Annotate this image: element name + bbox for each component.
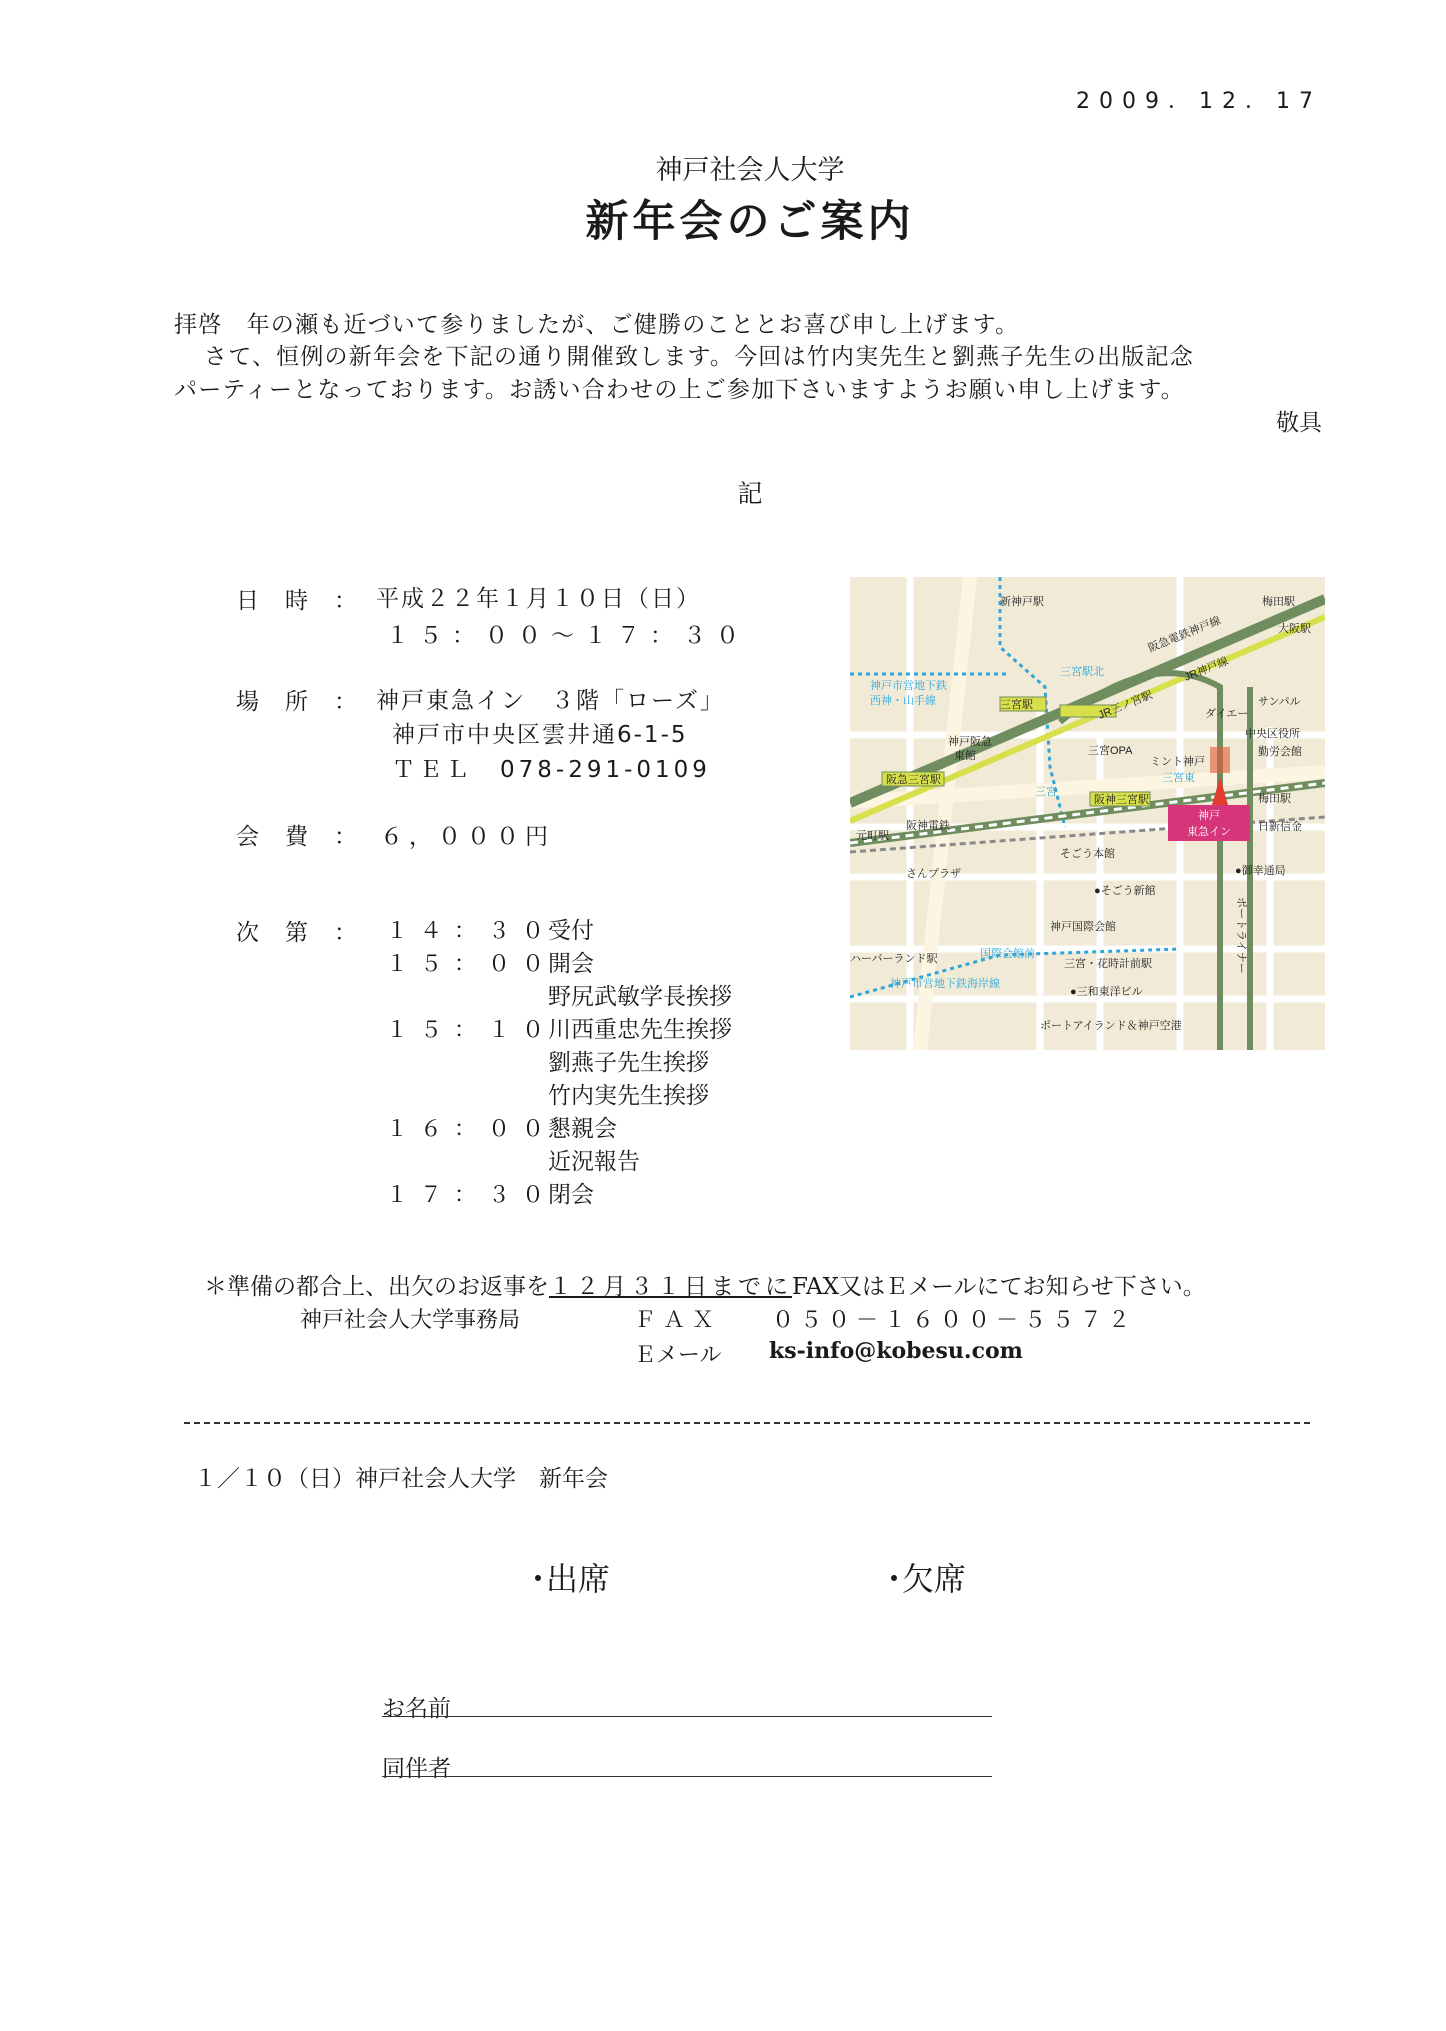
fax-label: ＦＡＸ (634, 1308, 722, 1333)
map-hotel-label-2: 東急イン (1187, 826, 1231, 838)
office-name: 神戸社会人大学事務局 (300, 1308, 521, 1333)
map-label: 阪神三宮駅 (1094, 794, 1149, 806)
place-address: 神戸市中央区雲井通6-1-5 (392, 722, 688, 748)
map-label: 勤労会館 (1258, 746, 1302, 758)
notice-prefix: ＊準備の都合上、出欠のお返事を (204, 1274, 549, 1300)
letter-closing: 敬具 (1276, 410, 1322, 436)
datetime-label: 日時： (236, 588, 383, 614)
attend-option[interactable]: ･出席 (530, 1560, 611, 1598)
program-item: 近況報告 (548, 1149, 640, 1175)
map-label: ミント神戸 (1150, 756, 1205, 768)
map-label: 神戸市営地下鉄 (870, 680, 947, 692)
map-label: さんプラザ (906, 868, 961, 880)
fee-label: 会費： (236, 824, 383, 850)
map-label: ダイエー (1205, 708, 1249, 720)
place-venue: 神戸東急イン ３階「ローズ」 (376, 688, 725, 714)
map-label: 中央区役所 (1245, 728, 1300, 740)
access-map-graphic (850, 577, 1325, 1050)
map-label: サンパル (1258, 696, 1301, 708)
program-item: 閉会 (548, 1182, 594, 1208)
map-label: 阪急電鉄神戸線 (1146, 614, 1223, 655)
map-label: JR神戸線 (1182, 655, 1231, 684)
name-field-label: お名前 (382, 1696, 451, 1722)
program-item: 川西重忠先生挨拶 (548, 1017, 732, 1043)
reply-notice (204, 1268, 1206, 1301)
reply-slip-title: １／１０（日）神戸社会人大学 新年会 (194, 1466, 608, 1492)
program-time: １７：３０ (386, 1183, 557, 1208)
program-item: 開会 (548, 951, 594, 977)
letter-line-3: パーティーとなっております。お誘い合わせの上ご参加下さいますようお願い申し上げます。 (174, 377, 1185, 403)
map-label: 阪神電鉄 (906, 820, 950, 832)
place-tel: ＴＥＬ 078-291-0109 (392, 757, 711, 783)
ki-heading: 記 (737, 479, 763, 508)
program-time: １５：００ (386, 952, 557, 977)
organization-name: 神戸社会人大学 (655, 155, 845, 186)
fax-number: ０５０－１６００－５５７２ (772, 1308, 1137, 1333)
letter-line-1: 拝啓 年の瀬も近づいて参りましたが、ご健勝のこととお喜び申し上げます。 (174, 312, 1020, 338)
map-label: ●そごう新館 (1094, 885, 1156, 897)
access-map (850, 577, 1325, 1050)
program-time: １６：００ (386, 1117, 557, 1142)
map-label: ポートライナー (1235, 897, 1247, 974)
map-label: 西神・山手線 (870, 695, 936, 707)
map-label: 日新信金 (1258, 821, 1302, 833)
map-label: ポートアイランド＆神戸空港 (1040, 1020, 1182, 1032)
map-hotel-label-1: 神戸 (1198, 810, 1220, 822)
map-label: ●三和東洋ビル (1070, 986, 1143, 998)
map-label: 梅田駅 (1258, 793, 1291, 805)
absent-option[interactable]: ･欠席 (886, 1560, 967, 1598)
map-label: 神戸国際会館 (1050, 921, 1116, 933)
page-title: 新年会のご案内 (585, 197, 915, 247)
program-label: 次第： (236, 920, 383, 946)
program-item: 懇親会 (548, 1116, 617, 1142)
map-label: 三宮 (1035, 786, 1057, 798)
companion-field-label: 同伴者 (382, 1756, 451, 1782)
program-time: １４：３０ (386, 919, 557, 944)
map-label: 阪急三宮駅 (886, 774, 941, 786)
notice-suffix: FAX又はＥメールにてお知らせ下さい。 (792, 1274, 1206, 1300)
program-item: 野尻武敏学長挨拶 (548, 984, 732, 1010)
map-label: 元町駅 (856, 830, 889, 842)
name-field[interactable] (382, 1716, 992, 1717)
program-time: １５：１０ (386, 1018, 557, 1043)
map-label: JR三ノ宮駅 (1096, 689, 1155, 722)
place-label: 場所： (236, 689, 383, 715)
notice-deadline: １２月３１日までに (549, 1274, 792, 1300)
email-address[interactable]: ks-info@kobesu.com (769, 1338, 1023, 1364)
map-label: 新神戸駅 (1000, 596, 1044, 608)
cut-line-divider (184, 1422, 1310, 1424)
map-label: そごう本館 (1060, 848, 1115, 860)
fee-value: ６，０００円 (380, 824, 554, 850)
map-label: 三宮東 (1162, 772, 1195, 784)
map-label: 梅田駅 (1262, 596, 1295, 608)
event-date: 平成２２年１月１０日（日） (376, 586, 701, 612)
map-label: 神戸市営地下鉄海岸線 (890, 978, 1000, 990)
document-date: 2009．12．17 (1076, 89, 1322, 114)
map-label: 三宮駅北 (1060, 666, 1104, 678)
map-label: 東館 (954, 750, 976, 762)
map-label: ●御幸通局 (1235, 865, 1286, 877)
map-label: 国際会館前 (980, 948, 1035, 960)
map-label: 三宮駅 (1000, 699, 1033, 711)
map-label: 三宮OPA (1088, 745, 1133, 757)
event-time: １５：００～１７：３０ (386, 623, 749, 649)
map-label: 三宮・花時計前駅 (1064, 958, 1152, 970)
companion-field[interactable] (382, 1776, 992, 1777)
letter-line-2: さて、恒例の新年会を下記の通り開催致します。今回は竹内実先生と劉燕子先生の出版記念 (204, 344, 1194, 370)
map-label: ハーバーランド駅 (850, 953, 938, 965)
map-label: 神戸阪急 (948, 736, 992, 748)
program-item: 竹内実先生挨拶 (548, 1083, 709, 1109)
program-item: 受付 (548, 918, 594, 944)
map-label: 大阪駅 (1278, 623, 1311, 635)
program-item: 劉燕子先生挨拶 (548, 1050, 709, 1076)
email-label: Ｅメール (634, 1343, 722, 1368)
